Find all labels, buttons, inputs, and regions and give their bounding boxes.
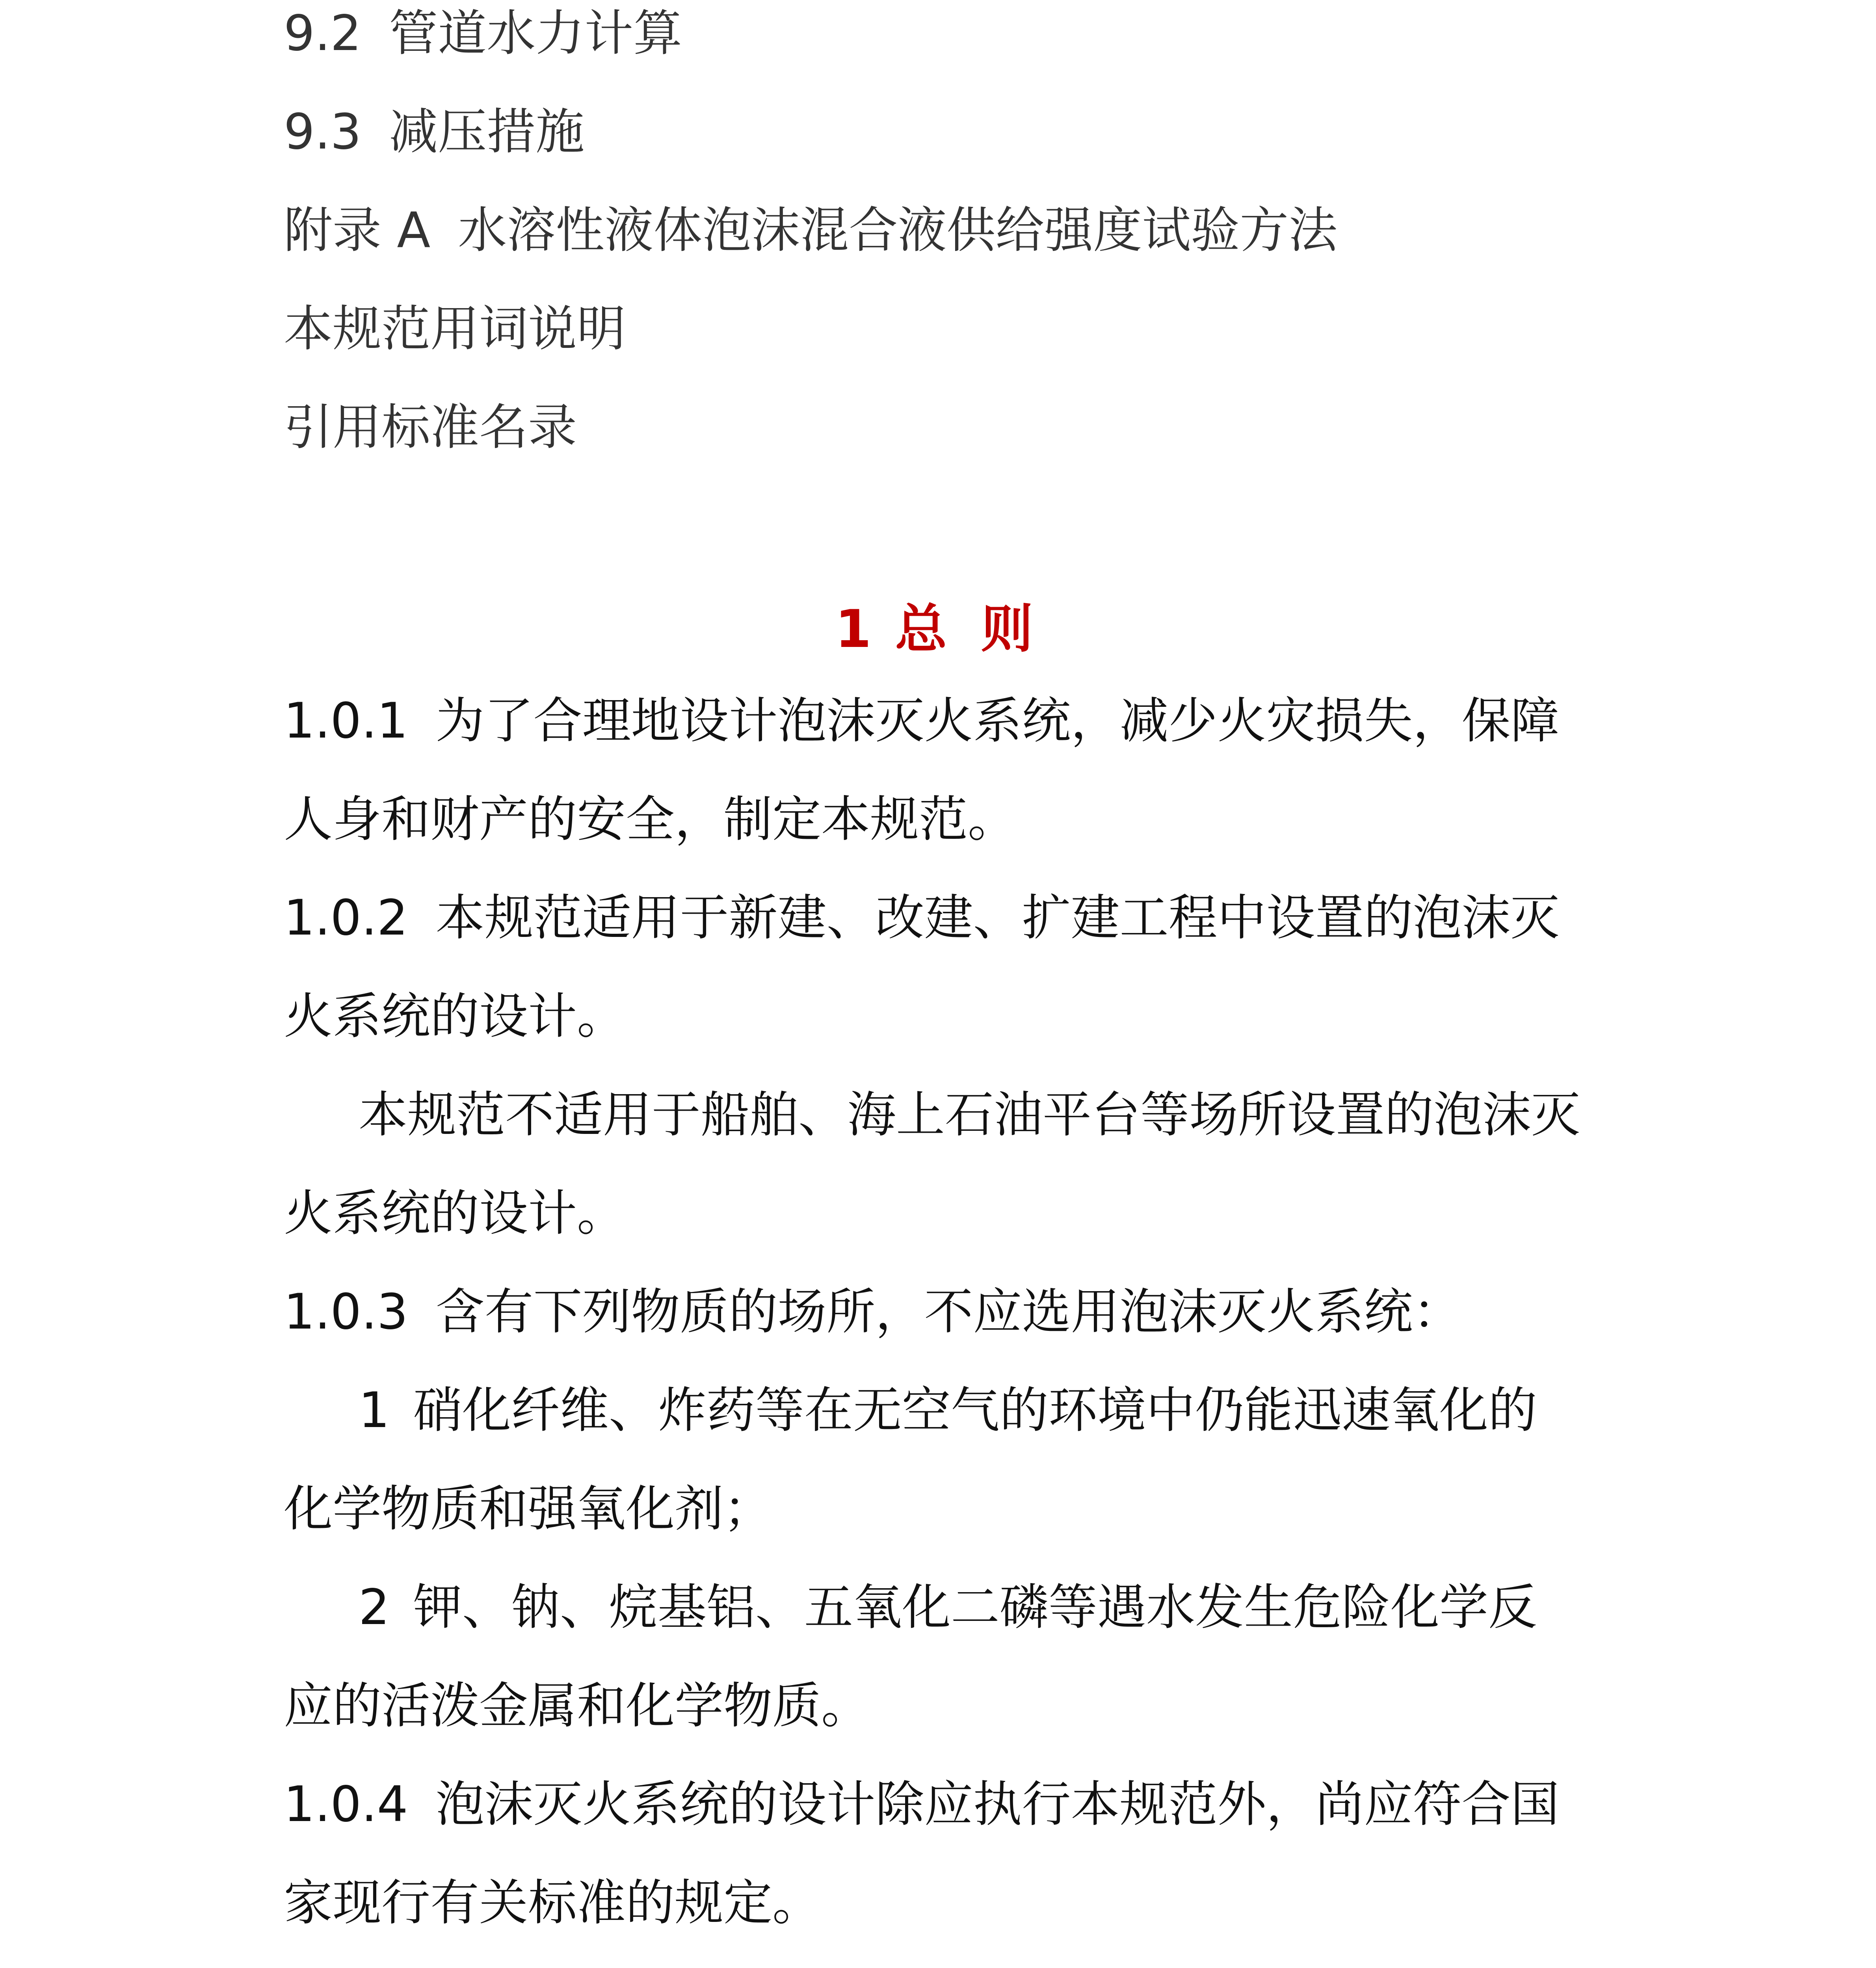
clause-number: 1.0.2 (284, 890, 408, 946)
clause-text: 火系统的设计。 (284, 1185, 626, 1242)
clause-text: 火系统的设计。 (284, 988, 626, 1045)
clause-number: 1.0.3 (284, 1284, 408, 1340)
list-item (284, 1574, 1631, 1673)
clause-line (284, 885, 1631, 983)
clause-line (284, 1279, 1631, 1377)
clause-line (284, 1870, 1631, 1968)
clause-text: 泡沫灭火系统的设计除应执行本规范外，尚应符合国 (435, 1776, 1560, 1833)
list-item-text: 化学物质和强氧化剂； (284, 1481, 773, 1537)
clause-text: 本规范不适用于船舶、海上石油平台等场所设置的泡沫灭 (359, 1087, 1580, 1143)
clause-line (284, 983, 1631, 1082)
chapter-title: 总 则 (895, 599, 1041, 660)
list-item-continuation (284, 1476, 1631, 1574)
chapter-number: 1 (835, 599, 879, 660)
toc-item[interactable] (284, 0, 1702, 98)
toc-item-number: 9.2 (284, 5, 362, 62)
toc-item-label: 管道水力计算 (389, 5, 682, 62)
list-item-number: 1 (359, 1382, 390, 1439)
list-item-text: 硝化纤维、炸药等在无空气的环境中仍能迅速氧化的 (413, 1382, 1537, 1439)
list-item-continuation (284, 1673, 1631, 1771)
toc-item[interactable] (284, 98, 1702, 197)
clause-line (284, 1771, 1631, 1870)
clause-line (284, 1180, 1631, 1279)
clause-line (284, 688, 1631, 786)
list-item (284, 1377, 1631, 1476)
toc-item[interactable] (284, 197, 1702, 295)
clause-number: 1.0.4 (284, 1776, 408, 1833)
clause-text: 为了合理地设计泡沫灭火系统，减少火灾损失，保障 (435, 693, 1560, 749)
clause-text: 含有下列物质的场所，不应选用泡沫灭火系统： (435, 1284, 1462, 1340)
toc-item-number: 9.3 (284, 104, 362, 160)
toc-item-label: 本规范用词说明 (284, 301, 626, 357)
table-of-contents (284, 0, 1702, 492)
chapter-body (284, 688, 1631, 1968)
toc-item-label: 引用标准名录 (284, 399, 577, 456)
clause-line (284, 1082, 1631, 1180)
list-item-number: 2 (359, 1579, 390, 1636)
clause-text: 家现行有关标准的规定。 (284, 1875, 822, 1931)
toc-item[interactable] (284, 394, 1702, 492)
toc-item-number: 附录 A (284, 202, 431, 259)
chapter-heading (0, 587, 1876, 662)
clause-line (284, 786, 1631, 885)
clause-text: 本规范适用于新建、改建、扩建工程中设置的泡沫灭 (435, 890, 1560, 946)
list-item-text: 应的活泼金属和化学物质。 (284, 1678, 870, 1734)
list-item-text: 钾、钠、烷基铝、五氧化二磷等遇水发生危险化学反 (413, 1579, 1537, 1636)
clause-number: 1.0.1 (284, 693, 408, 749)
toc-item-label: 减压措施 (389, 104, 585, 160)
toc-item-label: 水溶性液体泡沫混合液供给强度试验方法 (458, 202, 1338, 259)
clause-text: 人身和财产的安全，制定本规范。 (284, 791, 1017, 848)
toc-item[interactable] (284, 295, 1702, 394)
